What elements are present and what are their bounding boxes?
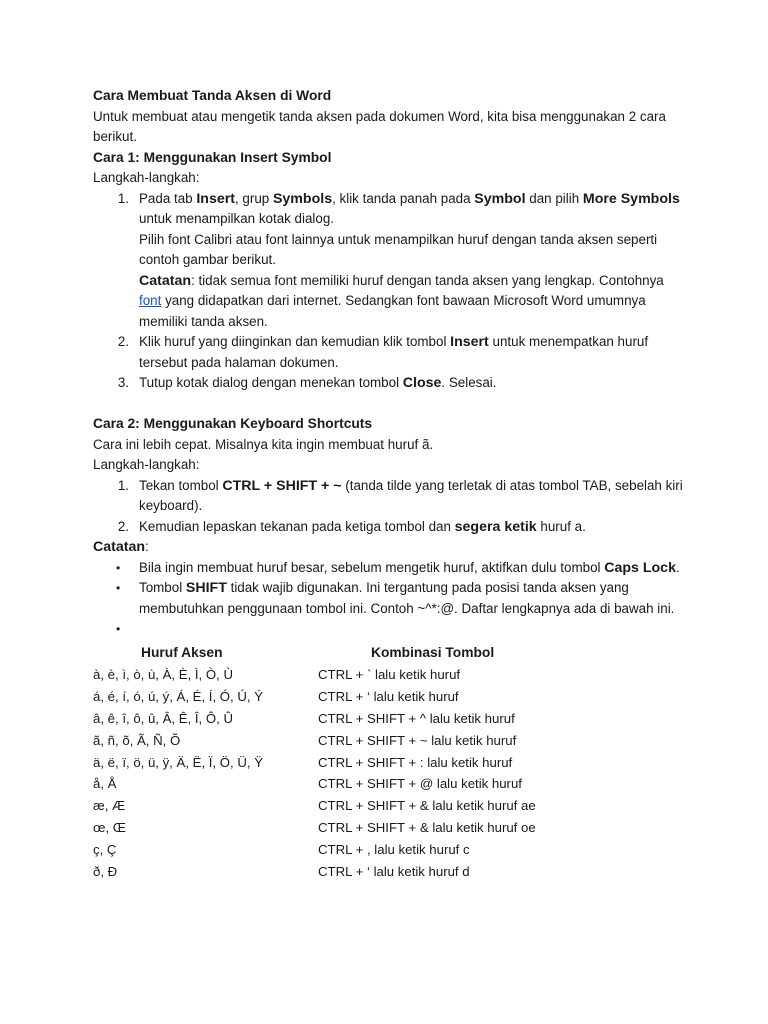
- notes-list: [93, 558, 683, 640]
- method1-step-3: [93, 373, 683, 394]
- step-number: 1.: [117, 190, 129, 206]
- note-text: [139, 619, 683, 640]
- notes-heading: Catatan:: [93, 539, 149, 555]
- combination-cell: CTRL + ‘ lalu ketik huruf: [318, 688, 459, 704]
- combination-cell: CTRL + ` lalu ketik huruf: [318, 666, 461, 682]
- accent-cell: â, ê, î, ô, û, Â, Ê, Î, Ô, Û: [93, 710, 233, 726]
- table-row: [93, 773, 536, 795]
- method2-heading: Cara 2: Menggunakan Keyboard Shortcuts: [93, 416, 373, 431]
- table-header-accent: Huruf Aksen: [141, 645, 223, 660]
- step-number: 1.: [117, 477, 129, 493]
- step-text: Tekan tombol CTRL + SHIFT + ~ (tanda tilde yang terletak di atas tombol TAB, sebelah kiri keyboard).: [139, 477, 683, 513]
- combination-cell: CTRL + SHIFT + & lalu ketik huruf oe: [318, 820, 536, 836]
- bullet-icon: •: [116, 622, 121, 636]
- accent-table: [93, 642, 536, 883]
- bullet-icon: •: [116, 560, 121, 575]
- method1-heading: Cara 1: Menggunakan Insert Symbol: [93, 149, 332, 165]
- note-item-empty: [93, 619, 683, 640]
- combination-cell: CTRL + , lalu ketik huruf c: [318, 842, 470, 858]
- combination-cell: CTRL + SHIFT + @ lalu ketik huruf: [318, 776, 522, 792]
- accent-cell: æ, Æ: [93, 798, 126, 814]
- accent-cell: ä, ë, ï, ö, ü, ÿ, Ä, Ë, Ï, Ö, Ü, Ÿ: [93, 754, 264, 770]
- method1-steps-label: Langkah-langkah:: [93, 170, 200, 185]
- step-number: 2.: [117, 518, 129, 534]
- table-row: [93, 795, 536, 817]
- table-header-row: [93, 642, 536, 664]
- step-number: 3.: [117, 375, 129, 390]
- bullet-icon: •: [116, 581, 121, 595]
- combination-cell: CTRL + SHIFT + ^ lalu ketik huruf: [318, 710, 515, 726]
- note-item-1: [93, 558, 683, 579]
- combination-cell: CTRL + SHIFT + : lalu ketik huruf: [318, 754, 513, 770]
- step-number: 2.: [117, 334, 129, 349]
- combination-cell: CTRL + ‘ lalu ketik huruf d: [318, 863, 470, 879]
- font-link[interactable]: font: [139, 293, 162, 308]
- table-row: [93, 664, 536, 686]
- step-note: Catatan: tidak semua font memiliki huruf dengan tanda aksen yang lengkap. Contohnya font yang didapatkan dari internet. Sedangkan font bawaan Microsoft Word umumnya memiliki tanda aksen.: [139, 272, 664, 329]
- method1-step-1: [93, 189, 683, 333]
- method2-steps-label: Langkah-langkah:: [93, 457, 200, 472]
- document-page: [93, 86, 683, 882]
- method2-steps: [93, 476, 683, 538]
- table-row: [93, 751, 536, 773]
- table-row: [93, 839, 536, 861]
- table-header-combination: Kombinasi Tombol: [371, 645, 495, 660]
- combination-cell: CTRL + SHIFT + & lalu ketik huruf ae: [318, 798, 536, 814]
- accent-cell: ç, Ç: [93, 842, 117, 858]
- table-row: [93, 817, 536, 839]
- table-row: [93, 729, 536, 751]
- combination-cell: CTRL + SHIFT + ~ lalu ketik huruf: [318, 732, 517, 748]
- method1-steps: [93, 189, 683, 394]
- step-text: Pada tab Insert, grup Symbols, klik tanda panah pada Symbol dan pilih More Symbols untuk menampilkan kotak dialog.: [139, 190, 680, 226]
- step-subparagraph: Pilih font Calibri atau font lainnya untuk menampilkan huruf dengan tanda aksen seperti contoh gambar berikut.: [139, 231, 658, 267]
- intro-paragraph: Untuk membuat atau mengetik tanda aksen pada dokumen Word, kita bisa menggunakan 2 cara berikut.: [93, 108, 666, 144]
- accent-cell: à, è, ì, ò, ù, À, È, Ì, Ò, Ù: [93, 666, 233, 682]
- method2-step-1: [93, 476, 683, 517]
- method2-step-2: [93, 517, 683, 538]
- method1-step-2: [93, 332, 683, 373]
- document-title: Cara Membuat Tanda Aksen di Word: [93, 88, 332, 103]
- table-row: [93, 707, 536, 729]
- accent-cell: á, é, í, ó, ú, ý, Á, É, Í, Ó, Ú, Ý: [93, 688, 264, 704]
- accent-cell: å, Å: [93, 776, 117, 792]
- accent-cell: ð, Đ: [93, 863, 118, 879]
- table-row: [93, 861, 536, 883]
- accent-cell: ã, ñ, õ, Ã, Ñ, Õ: [93, 732, 181, 748]
- step-text: Tutup kotak dialog dengan menekan tombol Close. Selesai.: [139, 375, 497, 391]
- step-text: Kemudian lepaskan tekanan pada ketiga tombol dan segera ketik huruf a.: [139, 518, 586, 535]
- accent-cell: œ, Œ: [93, 820, 126, 836]
- table-row: [93, 685, 536, 707]
- note-text: Bila ingin membuat huruf besar, sebelum mengetik huruf, aktifkan dulu tombol Caps Lock.: [139, 559, 680, 576]
- note-text: Tombol SHIFT tidak wajib digunakan. Ini tergantung pada posisi tanda aksen yang membutuhkan penggunaan tombol ini. Contoh ~^*:@. Daftar lengkapnya ada di bawah ini.: [139, 580, 675, 616]
- method2-intro: Cara ini lebih cepat. Misalnya kita ingin membuat huruf ã.: [93, 436, 434, 452]
- note-item-2: [93, 578, 683, 619]
- spacer: [93, 394, 683, 415]
- step-text: Klik huruf yang diinginkan dan kemudian klik tombol Insert untuk menempatkan huruf tersebut pada halaman dokumen.: [139, 334, 649, 370]
